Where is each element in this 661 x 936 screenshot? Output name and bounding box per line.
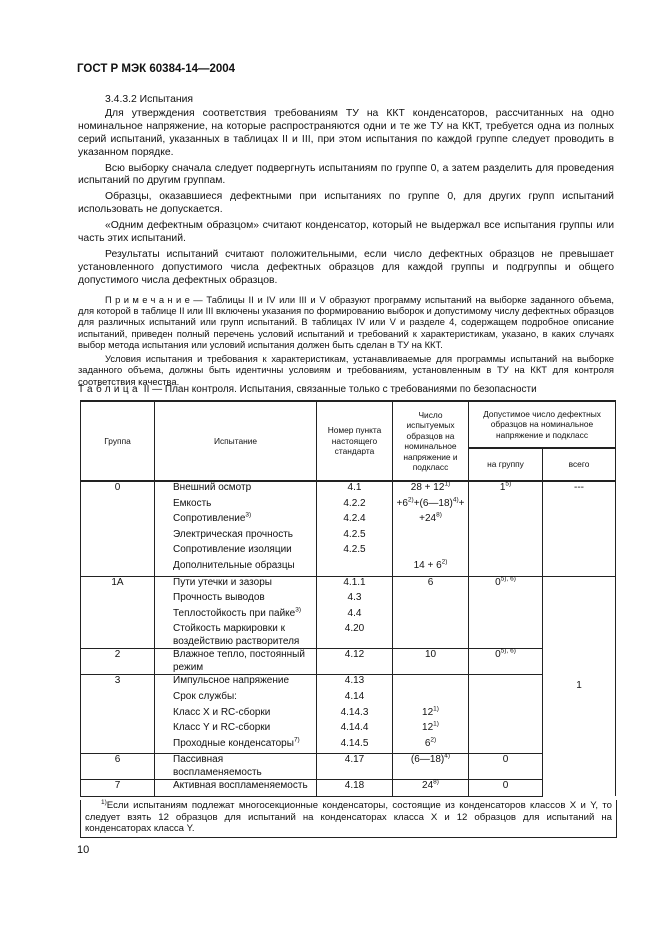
cell-test: Внешний осмотр [155,481,317,498]
cell-count: $28 + 12^{1)}$ [393,481,469,498]
cell-group: 1А [81,576,155,649]
cell-test: Электрическая прочность [155,529,317,545]
cell-test: Стойкость маркировки к воздействию растворителя [155,623,317,649]
note-label: Примечание [105,293,194,305]
cell-count: 12$^{1)}$ [393,722,469,738]
cell-clause: 4.14.4 [317,722,393,738]
cell-clause: 4.14 [317,691,393,707]
cell-clause: 4.1.1 [317,576,393,592]
cell-clause: 4.14.5 [317,738,393,754]
footnote-mark: 1) [101,798,107,806]
cell-test: Прочность выводов [155,592,317,608]
cell-test: Емкость [155,498,317,514]
cell-group: 0 [81,481,155,576]
cell-clause: 4.18 [317,780,393,797]
cell-per-group: $0^{5), 6)}$ [469,649,543,675]
cell-group: 7 [81,780,155,797]
table-caption-text: II — План контроля. Испытания, связанные только с требованиями по безопасности [143,384,537,395]
cell-clause: 4.3 [317,592,393,608]
cell-count: $+24^{8)}$ [393,513,469,529]
cell-per-group: 0 [469,754,543,780]
cell-count: 10 [393,649,469,675]
cell-clause: 4.2.2 [317,498,393,514]
cell-per-group: $0^{5), 6)}$ [469,576,543,649]
table-caption [78,384,537,395]
header-allowed: Допустимое число дефектных образцов на номинальное напряжение и подкласс [469,401,616,448]
cell-clause: 4.14.3 [317,707,393,723]
table-caption-label: Таблица [78,384,142,395]
cell-count [393,544,469,560]
page-number: 10 [77,844,90,856]
cell-count: $+6^{2)}+(6—18)^{4)}+$ [393,498,469,514]
cell-test: Теплостойкость при пайке$^{3)}$ [155,608,317,624]
cell-total [543,498,616,576]
cell-test: Класс Y и RC-сборки [155,722,317,738]
cell-group: 3 [81,675,155,754]
cell-total: 1 [543,576,616,796]
cell-count: $14 + 6^{2)}$ [393,560,469,576]
header-count: Число испытуемых образцов на номинальное напряжение и подкласс [393,401,469,481]
header-group: Группа [81,401,155,481]
cell-test: Пути утечки и зазоры [155,576,317,592]
control-plan-table [80,400,616,797]
cell-count: 6 [393,576,469,592]
cell-count: 24$^{8)}$ [393,780,469,797]
cell-test: Проходные конденсаторы$^{7)}$ [155,738,317,754]
cell-count: 6$^{2)}$ [393,738,469,754]
table-row [81,576,616,592]
paragraph: «Одним дефектным образцом» считают конденсатор, который не выдержал все испытания группы или часть этих испытаний. [78,220,614,245]
cell-clause: 4.13 [317,675,393,691]
table-row [81,481,616,498]
section-title: 3.4.3.2 Испытания [105,94,194,105]
header-per-group: на группу [469,448,543,481]
cell-clause [317,560,393,576]
paragraph: Для утверждения соответствия требованиям ТУ на ККТ конденсаторов, рассчитанных на одно номинальное напряжение, на которые распространяются одни и те же ТУ на ККТ, требуется одна из полных серий испытаний, указанных в таблицах II и III, при этом испытания по каждой группе следует проводить в указанном порядке. [78,107,614,158]
cell-per-group: 1$^{5)}$ [469,481,543,576]
table-row [81,649,616,675]
cell-test: Импульсное напряжение [155,675,317,691]
cell-count: 12$^{1)}$ [393,707,469,723]
footnote [80,800,617,838]
cell-clause: 4.17 [317,754,393,780]
cell-total: --- [543,481,616,498]
cell-clause: 4.4 [317,608,393,624]
table-row [81,780,616,797]
note [78,294,614,350]
cell-test: Дополнительные образцы [155,560,317,576]
cell-per-group: 0 [469,780,543,797]
cell-clause: 4.1 [317,481,393,498]
cell-per-group [469,675,543,754]
cell-clause: 4.2.5 [317,529,393,545]
note-paragraph: Условия испытания и требования к характеристикам, устанавливаемые для программы испытаний на выборке заданного объема, должны быть идентичны условиям и требованиям, установленным в ТУ на ККТ для контроля соответствия качества. [78,353,614,387]
cell-test: Срок службы: [155,691,317,707]
cell-count [393,675,469,691]
cell-test: Сопротивление$^{3)}$ [155,513,317,529]
cell-test: Пассивная воспламеняемость [155,754,317,780]
footnote-text: Если испытаниям подлежат многосекционные конденсаторы, состоящие из конденсаторов классов X и Y, то следует взять 12 образцов для испытаний на конденсаторах класса X и 12 образцов для испытаний на конденсаторах класса Y. [85,800,612,834]
header-test: Испытание [155,401,317,481]
cell-test: Класс X и RC-сборки [155,707,317,723]
cell-clause: 4.12 [317,649,393,675]
cell-count [393,592,469,608]
paragraph: Всю выборку сначала следует подвергнуть испытаниям по группе 0, а затем разделить для проведения испытаний по другим группам. [78,162,614,187]
cell-clause: 4.2.5 [317,544,393,560]
cell-clause: 4.2.4 [317,513,393,529]
header-clause: Номер пункта настоящего стандарта [317,401,393,481]
cell-group: 6 [81,754,155,780]
document-header: ГОСТ Р МЭК 60384-14—2004 [77,63,236,75]
cell-count: (6—18)$^{4)}$ [393,754,469,780]
cell-test: Сопротивление изоляции [155,544,317,560]
section-body [78,94,614,387]
table-row [81,675,616,691]
paragraph: Результаты испытаний считают положительными, если число дефектных образцов не превышает установленного допустимого числа дефектных образцов для каждой группы и подгруппы и общего допустимого числа дефектных образцов. [78,248,614,286]
cell-clause: 4.20 [317,623,393,649]
cell-test: Активная воспламеняемость [155,780,317,797]
cell-group: 2 [81,649,155,675]
table-row [81,754,616,780]
note-text: — Таблицы II и IV или III и V образуют программу испытаний на выборке заданного объема, для которой в таблице II или III включены указания по формированию выборок и допустимому числу дефектных образцов для различных испытаний или групп испытаний. В таблицах IV или V и разделе 4, содержащем подробное описание испытаний, приведен полный перечень условий испытаний и требований к характеристикам, указано, в каких случаях выбор метода испытания или условий испытания должен быть сделан в ТУ на ККТ. [78,293,615,350]
cell-test: Влажное тепло, постоянный режим [155,649,317,675]
header-total: всего [543,448,616,481]
paragraph: Образцы, оказавшиеся дефектными при испытаниях по группе 0, для других групп испытаний использовать не допускается. [78,191,614,216]
cell-count [393,691,469,707]
cell-count [393,608,469,624]
cell-count [393,623,469,649]
cell-count [393,529,469,545]
